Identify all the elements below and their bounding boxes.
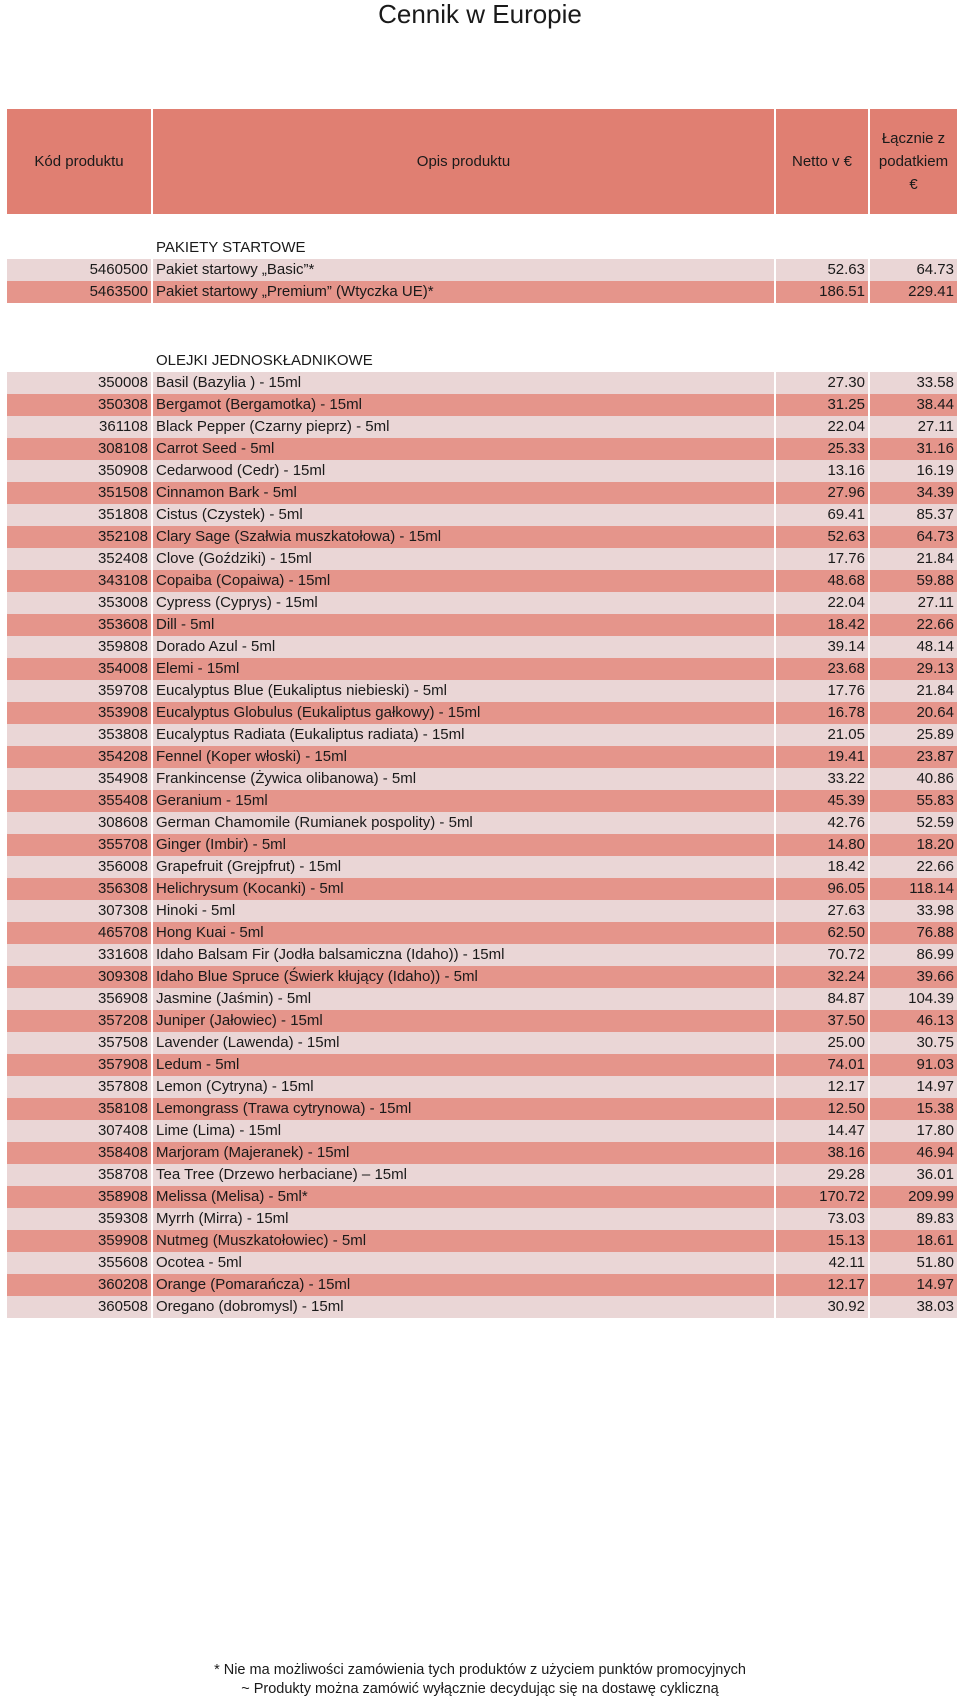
product-description: Cypress (Cyprys) - 15ml xyxy=(153,592,776,614)
net-price: 25.33 xyxy=(776,438,870,460)
table-row xyxy=(7,988,957,1010)
product-description: Lemongrass (Trawa cytrynowa) - 15ml xyxy=(153,1098,776,1120)
gross-price: 16.19 xyxy=(870,460,957,482)
net-price: 19.41 xyxy=(776,746,870,768)
gross-price: 46.13 xyxy=(870,1010,957,1032)
net-price: 27.63 xyxy=(776,900,870,922)
table-row xyxy=(7,259,957,281)
table-row xyxy=(7,878,957,900)
table-row xyxy=(7,1252,957,1274)
gross-price: 64.73 xyxy=(870,526,957,548)
table-row xyxy=(7,1054,957,1076)
gross-price: 14.97 xyxy=(870,1274,957,1296)
table-row xyxy=(7,482,957,504)
product-code: 356308 xyxy=(7,878,153,900)
product-description: Cinnamon Bark - 5ml xyxy=(153,482,776,504)
table-row xyxy=(7,856,957,878)
product-code: 357808 xyxy=(7,1076,153,1098)
product-code: 350908 xyxy=(7,460,153,482)
header-net-price: Netto v € xyxy=(776,109,870,214)
table-row xyxy=(7,372,957,394)
net-price: 16.78 xyxy=(776,702,870,724)
product-code: 352408 xyxy=(7,548,153,570)
net-price: 17.76 xyxy=(776,548,870,570)
net-price: 14.47 xyxy=(776,1120,870,1142)
table-row xyxy=(7,1230,957,1252)
table-row xyxy=(7,1076,957,1098)
product-description: Copaiba (Copaiwa) - 15ml xyxy=(153,570,776,592)
product-code: 358408 xyxy=(7,1142,153,1164)
table-row xyxy=(7,1142,957,1164)
product-code: 358908 xyxy=(7,1186,153,1208)
product-description: Geranium - 15ml xyxy=(153,790,776,812)
product-description: Eucalyptus Blue (Eukaliptus niebieski) - 5ml xyxy=(153,680,776,702)
section-spacer xyxy=(7,214,957,237)
product-code: 352108 xyxy=(7,526,153,548)
product-description: German Chamomile (Rumianek pospolity) - 5ml xyxy=(153,812,776,834)
net-price: 73.03 xyxy=(776,1208,870,1230)
gross-price: 39.66 xyxy=(870,966,957,988)
net-price: 74.01 xyxy=(776,1054,870,1076)
product-description: Myrrh (Mirra) - 15ml xyxy=(153,1208,776,1230)
product-description: Jasmine (Jaśmin) - 5ml xyxy=(153,988,776,1010)
net-price: 38.16 xyxy=(776,1142,870,1164)
product-code: 359708 xyxy=(7,680,153,702)
table-header xyxy=(7,109,957,214)
net-price: 52.63 xyxy=(776,259,870,281)
gross-price: 209.99 xyxy=(870,1186,957,1208)
product-code: 353808 xyxy=(7,724,153,746)
product-code: 351808 xyxy=(7,504,153,526)
gross-price: 86.99 xyxy=(870,944,957,966)
table-row xyxy=(7,504,957,526)
product-code: 353008 xyxy=(7,592,153,614)
product-description: Carrot Seed - 5ml xyxy=(153,438,776,460)
footnote-promo-points: * Nie ma możliwości zamówienia tych produktów z użyciem punktów promocyjnych xyxy=(214,1662,746,1678)
gross-price: 15.38 xyxy=(870,1098,957,1120)
gross-price: 229.41 xyxy=(870,281,957,303)
table-row xyxy=(7,1098,957,1120)
net-price: 29.28 xyxy=(776,1164,870,1186)
net-price: 33.22 xyxy=(776,768,870,790)
product-code: 357208 xyxy=(7,1010,153,1032)
product-code: 5460500 xyxy=(7,259,153,281)
gross-price: 48.14 xyxy=(870,636,957,658)
table-row xyxy=(7,1274,957,1296)
gross-price: 20.64 xyxy=(870,702,957,724)
product-description: Dill - 5ml xyxy=(153,614,776,636)
header-description: Opis produktu xyxy=(153,109,776,214)
gross-price: 29.13 xyxy=(870,658,957,680)
net-price: 22.04 xyxy=(776,592,870,614)
net-price: 27.30 xyxy=(776,372,870,394)
net-price: 18.42 xyxy=(776,856,870,878)
gross-price: 33.58 xyxy=(870,372,957,394)
table-row xyxy=(7,1296,957,1318)
product-code: 354208 xyxy=(7,746,153,768)
table-row xyxy=(7,966,957,988)
table-row xyxy=(7,680,957,702)
product-description: Idaho Balsam Fir (Jodła balsamiczna (Idaho)) - 15ml xyxy=(153,944,776,966)
price-table xyxy=(7,109,957,1318)
gross-price: 59.88 xyxy=(870,570,957,592)
gross-price: 18.20 xyxy=(870,834,957,856)
table-row xyxy=(7,1032,957,1054)
gross-price: 33.98 xyxy=(870,900,957,922)
product-description: Eucalyptus Radiata (Eukaliptus radiata) - 15ml xyxy=(153,724,776,746)
product-description: Black Pepper (Czarny pieprz) - 5ml xyxy=(153,416,776,438)
product-code: 309308 xyxy=(7,966,153,988)
product-code: 354908 xyxy=(7,768,153,790)
product-code: 355608 xyxy=(7,1252,153,1274)
gross-price: 34.39 xyxy=(870,482,957,504)
net-price: 42.76 xyxy=(776,812,870,834)
gross-price: 36.01 xyxy=(870,1164,957,1186)
net-price: 84.87 xyxy=(776,988,870,1010)
table-row xyxy=(7,1120,957,1142)
product-description: Fennel (Koper włoski) - 15ml xyxy=(153,746,776,768)
product-code: 361108 xyxy=(7,416,153,438)
section-heading-blank xyxy=(7,237,153,259)
gross-price: 22.66 xyxy=(870,614,957,636)
section-heading-row xyxy=(7,350,957,372)
table-body xyxy=(7,214,957,1318)
net-price: 45.39 xyxy=(776,790,870,812)
page-title: Cennik w Europie xyxy=(378,0,582,29)
product-code: 308108 xyxy=(7,438,153,460)
net-price: 25.00 xyxy=(776,1032,870,1054)
footnote-subscription: ~ Produkty można zamówić wyłącznie decydując się na dostawę cykliczną xyxy=(241,1681,719,1697)
product-description: Hong Kuai - 5ml xyxy=(153,922,776,944)
net-price: 14.80 xyxy=(776,834,870,856)
table-row xyxy=(7,658,957,680)
product-description: Basil (Bazylia ) - 15ml xyxy=(153,372,776,394)
product-description: Lemon (Cytryna) - 15ml xyxy=(153,1076,776,1098)
gross-price: 64.73 xyxy=(870,259,957,281)
gross-price: 89.83 xyxy=(870,1208,957,1230)
net-price: 52.63 xyxy=(776,526,870,548)
table-row xyxy=(7,592,957,614)
product-description: Dorado Azul - 5ml xyxy=(153,636,776,658)
net-price: 17.76 xyxy=(776,680,870,702)
product-code: 331608 xyxy=(7,944,153,966)
table-row xyxy=(7,922,957,944)
product-code: 356008 xyxy=(7,856,153,878)
gross-price: 55.83 xyxy=(870,790,957,812)
table-row xyxy=(7,460,957,482)
gross-price: 21.84 xyxy=(870,548,957,570)
table-row xyxy=(7,281,957,303)
product-code: 359808 xyxy=(7,636,153,658)
product-code: 354008 xyxy=(7,658,153,680)
gross-price: 25.89 xyxy=(870,724,957,746)
product-description: Juniper (Jałowiec) - 15ml xyxy=(153,1010,776,1032)
gross-price: 18.61 xyxy=(870,1230,957,1252)
product-code: 465708 xyxy=(7,922,153,944)
product-code: 355408 xyxy=(7,790,153,812)
gross-price: 52.59 xyxy=(870,812,957,834)
gross-price: 27.11 xyxy=(870,592,957,614)
net-price: 27.96 xyxy=(776,482,870,504)
product-description: Eucalyptus Globulus (Eukaliptus gałkowy) - 15ml xyxy=(153,702,776,724)
section-spacer xyxy=(7,303,957,350)
product-code: 359308 xyxy=(7,1208,153,1230)
product-code: 350308 xyxy=(7,394,153,416)
product-description: Cedarwood (Cedr) - 15ml xyxy=(153,460,776,482)
spacer-cell xyxy=(7,214,957,237)
product-description: Pakiet startowy „Basic”* xyxy=(153,259,776,281)
product-description: Helichrysum (Kocanki) - 5ml xyxy=(153,878,776,900)
net-price: 62.50 xyxy=(776,922,870,944)
product-code: 360208 xyxy=(7,1274,153,1296)
net-price: 12.17 xyxy=(776,1274,870,1296)
table-row xyxy=(7,614,957,636)
net-price: 12.50 xyxy=(776,1098,870,1120)
gross-price: 14.97 xyxy=(870,1076,957,1098)
section-heading: PAKIETY STARTOWE xyxy=(153,237,957,259)
header-gross-line3: € xyxy=(909,176,918,193)
product-description: Lavender (Lawenda) - 15ml xyxy=(153,1032,776,1054)
gross-price: 30.75 xyxy=(870,1032,957,1054)
table-row xyxy=(7,548,957,570)
net-price: 23.68 xyxy=(776,658,870,680)
gross-price: 76.88 xyxy=(870,922,957,944)
gross-price: 91.03 xyxy=(870,1054,957,1076)
section-heading-row xyxy=(7,237,957,259)
product-description: Clove (Goździki) - 15ml xyxy=(153,548,776,570)
product-description: Lime (Lima) - 15ml xyxy=(153,1120,776,1142)
product-code: 356908 xyxy=(7,988,153,1010)
net-price: 15.13 xyxy=(776,1230,870,1252)
gross-price: 51.80 xyxy=(870,1252,957,1274)
table-row xyxy=(7,812,957,834)
table-row xyxy=(7,416,957,438)
product-description: Pakiet startowy „Premium” (Wtyczka UE)* xyxy=(153,281,776,303)
net-price: 39.14 xyxy=(776,636,870,658)
product-description: Ledum - 5ml xyxy=(153,1054,776,1076)
product-description: Marjoram (Majeranek) - 15ml xyxy=(153,1142,776,1164)
table-row xyxy=(7,834,957,856)
section-heading-blank xyxy=(7,350,153,372)
table-row xyxy=(7,570,957,592)
product-code: 359908 xyxy=(7,1230,153,1252)
product-code: 357908 xyxy=(7,1054,153,1076)
gross-price: 27.11 xyxy=(870,416,957,438)
table-row xyxy=(7,746,957,768)
gross-price: 85.37 xyxy=(870,504,957,526)
product-description: Orange (Pomarańcza) - 15ml xyxy=(153,1274,776,1296)
product-description: Hinoki - 5ml xyxy=(153,900,776,922)
product-description: Tea Tree (Drzewo herbaciane) – 15ml xyxy=(153,1164,776,1186)
gross-price: 22.66 xyxy=(870,856,957,878)
net-price: 32.24 xyxy=(776,966,870,988)
table-row xyxy=(7,438,957,460)
net-price: 70.72 xyxy=(776,944,870,966)
header-gross-line2: podatkiem xyxy=(878,153,949,170)
product-code: 307308 xyxy=(7,900,153,922)
product-code: 350008 xyxy=(7,372,153,394)
table-row xyxy=(7,702,957,724)
table-row xyxy=(7,526,957,548)
table-row xyxy=(7,1186,957,1208)
table-row xyxy=(7,1010,957,1032)
table-row xyxy=(7,768,957,790)
product-code: 357508 xyxy=(7,1032,153,1054)
header-gross-price xyxy=(870,109,957,214)
net-price: 30.92 xyxy=(776,1296,870,1318)
product-description: Nutmeg (Muszkatołowiec) - 5ml xyxy=(153,1230,776,1252)
product-description: Ocotea - 5ml xyxy=(153,1252,776,1274)
table-row xyxy=(7,636,957,658)
net-price: 18.42 xyxy=(776,614,870,636)
gross-price: 118.14 xyxy=(870,878,957,900)
gross-price: 23.87 xyxy=(870,746,957,768)
product-code: 353908 xyxy=(7,702,153,724)
table-row xyxy=(7,900,957,922)
product-description: Idaho Blue Spruce (Świerk kłujący (Idaho)) - 5ml xyxy=(153,966,776,988)
net-price: 170.72 xyxy=(776,1186,870,1208)
product-code: 308608 xyxy=(7,812,153,834)
net-price: 31.25 xyxy=(776,394,870,416)
product-code: 360508 xyxy=(7,1296,153,1318)
table-row xyxy=(7,724,957,746)
net-price: 69.41 xyxy=(776,504,870,526)
product-description: Cistus (Czystek) - 5ml xyxy=(153,504,776,526)
net-price: 96.05 xyxy=(776,878,870,900)
product-description: Elemi - 15ml xyxy=(153,658,776,680)
product-code: 5463500 xyxy=(7,281,153,303)
product-description: Ginger (Imbir) - 5ml xyxy=(153,834,776,856)
net-price: 22.04 xyxy=(776,416,870,438)
product-code: 358708 xyxy=(7,1164,153,1186)
gross-price: 38.03 xyxy=(870,1296,957,1318)
gross-price: 104.39 xyxy=(870,988,957,1010)
product-description: Grapefruit (Grejpfrut) - 15ml xyxy=(153,856,776,878)
net-price: 37.50 xyxy=(776,1010,870,1032)
product-description: Frankincense (Żywica olibanowa) - 5ml xyxy=(153,768,776,790)
table-row xyxy=(7,1208,957,1230)
net-price: 48.68 xyxy=(776,570,870,592)
gross-price: 21.84 xyxy=(870,680,957,702)
gross-price: 38.44 xyxy=(870,394,957,416)
table-row xyxy=(7,394,957,416)
product-code: 355708 xyxy=(7,834,153,856)
section-heading: OLEJKI JEDNOSKŁADNIKOWE xyxy=(153,350,957,372)
spacer-cell xyxy=(7,303,957,350)
product-code: 358108 xyxy=(7,1098,153,1120)
header-gross-line1: Łącznie z xyxy=(881,130,946,147)
product-code: 343108 xyxy=(7,570,153,592)
net-price: 12.17 xyxy=(776,1076,870,1098)
product-description: Bergamot (Bergamotka) - 15ml xyxy=(153,394,776,416)
product-code: 351508 xyxy=(7,482,153,504)
net-price: 42.11 xyxy=(776,1252,870,1274)
product-code: 353608 xyxy=(7,614,153,636)
table-row xyxy=(7,944,957,966)
product-description: Oregano (dobromysl) - 15ml xyxy=(153,1296,776,1318)
header-code: Kód produktu xyxy=(7,109,153,214)
gross-price: 40.86 xyxy=(870,768,957,790)
product-code: 307408 xyxy=(7,1120,153,1142)
gross-price: 31.16 xyxy=(870,438,957,460)
net-price: 13.16 xyxy=(776,460,870,482)
product-description: Melissa (Melisa) - 5ml* xyxy=(153,1186,776,1208)
table-row xyxy=(7,1164,957,1186)
gross-price: 46.94 xyxy=(870,1142,957,1164)
product-description: Clary Sage (Szałwia muszkatołowa) - 15ml xyxy=(153,526,776,548)
gross-price: 17.80 xyxy=(870,1120,957,1142)
net-price: 21.05 xyxy=(776,724,870,746)
net-price: 186.51 xyxy=(776,281,870,303)
table-row xyxy=(7,790,957,812)
